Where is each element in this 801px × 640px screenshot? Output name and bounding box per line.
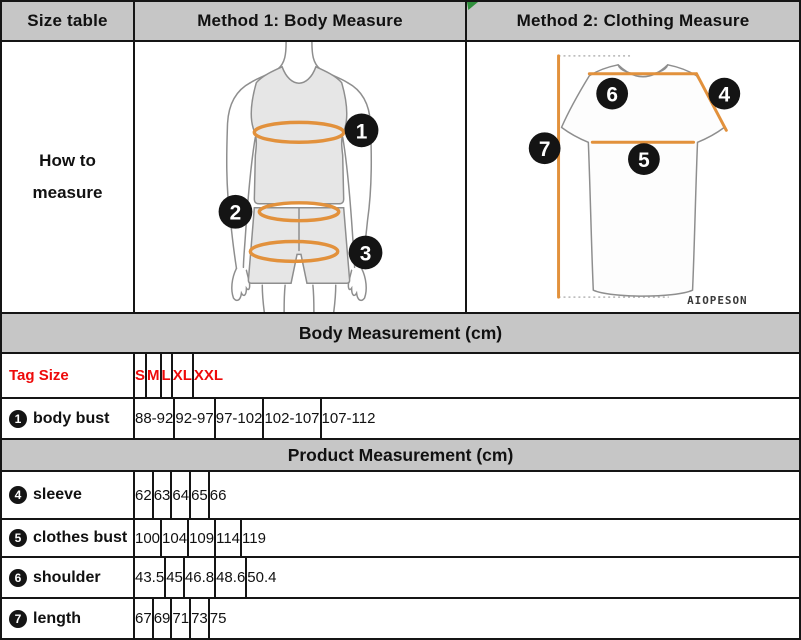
marker-3 [349,236,383,270]
sleeve-m: 63 [154,472,173,518]
svg-text:3: 3 [359,242,372,266]
length-label: 7 length [2,599,135,638]
clothes-bust-row [2,520,799,558]
length-xxl: 75 [209,610,227,627]
svg-text:4: 4 [718,83,731,107]
sleeve-s: 62 [135,472,154,518]
clothes-bust-l: 109 [189,520,216,556]
svg-text:5: 5 [638,149,650,173]
size-column-xl: XL [173,354,194,397]
tag-size-label: Tag Size [2,354,135,397]
tag-size-row [2,354,799,399]
clothes-bust-xl: 114 [216,520,242,556]
clothes-bust-label: 5 clothes bust [2,520,135,556]
shoulder-m: 45 [166,558,185,597]
body-bust-xl: 102-107 [264,399,321,438]
body-bust-label: 1 body bust [2,399,135,438]
circled-number-7: 7 [9,610,27,628]
body-measure-illustration [135,42,467,312]
sleeve-l: 64 [172,472,191,518]
svg-text:7: 7 [538,138,551,162]
product-measurement-section-header: Product Measurement (cm) [2,440,799,472]
sleeve-label: 4 sleeve [2,472,135,518]
length-s: 67 [135,599,154,638]
shoulder-l: 46.8 [185,558,216,597]
clothing-measure-illustration [467,42,799,312]
size-column-xxl: XXL [193,367,224,384]
tshirt-drawing [467,42,799,312]
size-table-header: Size table [2,2,135,40]
marker-6 [596,78,628,110]
marker-1 [345,113,379,147]
top-header-row [2,2,799,42]
clothes-bust-s: 100 [135,520,162,556]
length-xl: 73 [191,599,210,638]
length-l: 71 [172,599,191,638]
body-bust-m: 92-97 [175,399,215,438]
marker-4 [708,78,740,110]
body-bust-row [2,399,799,440]
body-measurement-section-header: Body Measurement (cm) [2,314,799,354]
circled-number-5: 5 [9,529,27,547]
length-row [2,599,799,638]
sleeve-xxl: 66 [209,486,227,504]
body-bust-xxl: 107-112 [321,410,376,427]
method1-header: Method 1: Body Measure [135,2,467,40]
circled-number-4: 4 [9,486,27,504]
brand-text: AIOPESON [687,294,748,308]
body-bust-s: 88-92 [135,399,175,438]
how-to-measure-label: How to measure [2,42,135,312]
illustration-row [2,42,799,314]
clothes-bust-xxl: 119 [242,529,266,547]
method2-header: Method 2: Clothing Measure [467,2,799,40]
size-column-m: M [147,354,162,397]
svg-text:2: 2 [229,201,242,225]
size-column-s: S [135,354,147,397]
body-bust-l: 97-102 [216,399,265,438]
svg-text:1: 1 [355,120,368,144]
shoulder-label: 6 shoulder [2,558,135,597]
circled-number-1: 1 [9,410,27,428]
svg-text:6: 6 [606,83,618,107]
body-figure-drawing [135,42,465,312]
shoulder-xxl: 50.4 [247,569,277,586]
sleeve-row [2,472,799,520]
clothes-bust-m: 104 [162,520,189,556]
sleeve-xl: 65 [191,472,210,518]
shoulder-s: 43.5 [135,558,166,597]
marker-5 [628,143,660,175]
shoulder-xl: 48.6 [216,558,247,597]
marker-2 [219,195,253,229]
size-column-l: L [162,354,173,397]
length-m: 69 [154,599,173,638]
marker-7 [529,132,561,164]
circled-number-6: 6 [9,569,27,587]
shoulder-row [2,558,799,599]
